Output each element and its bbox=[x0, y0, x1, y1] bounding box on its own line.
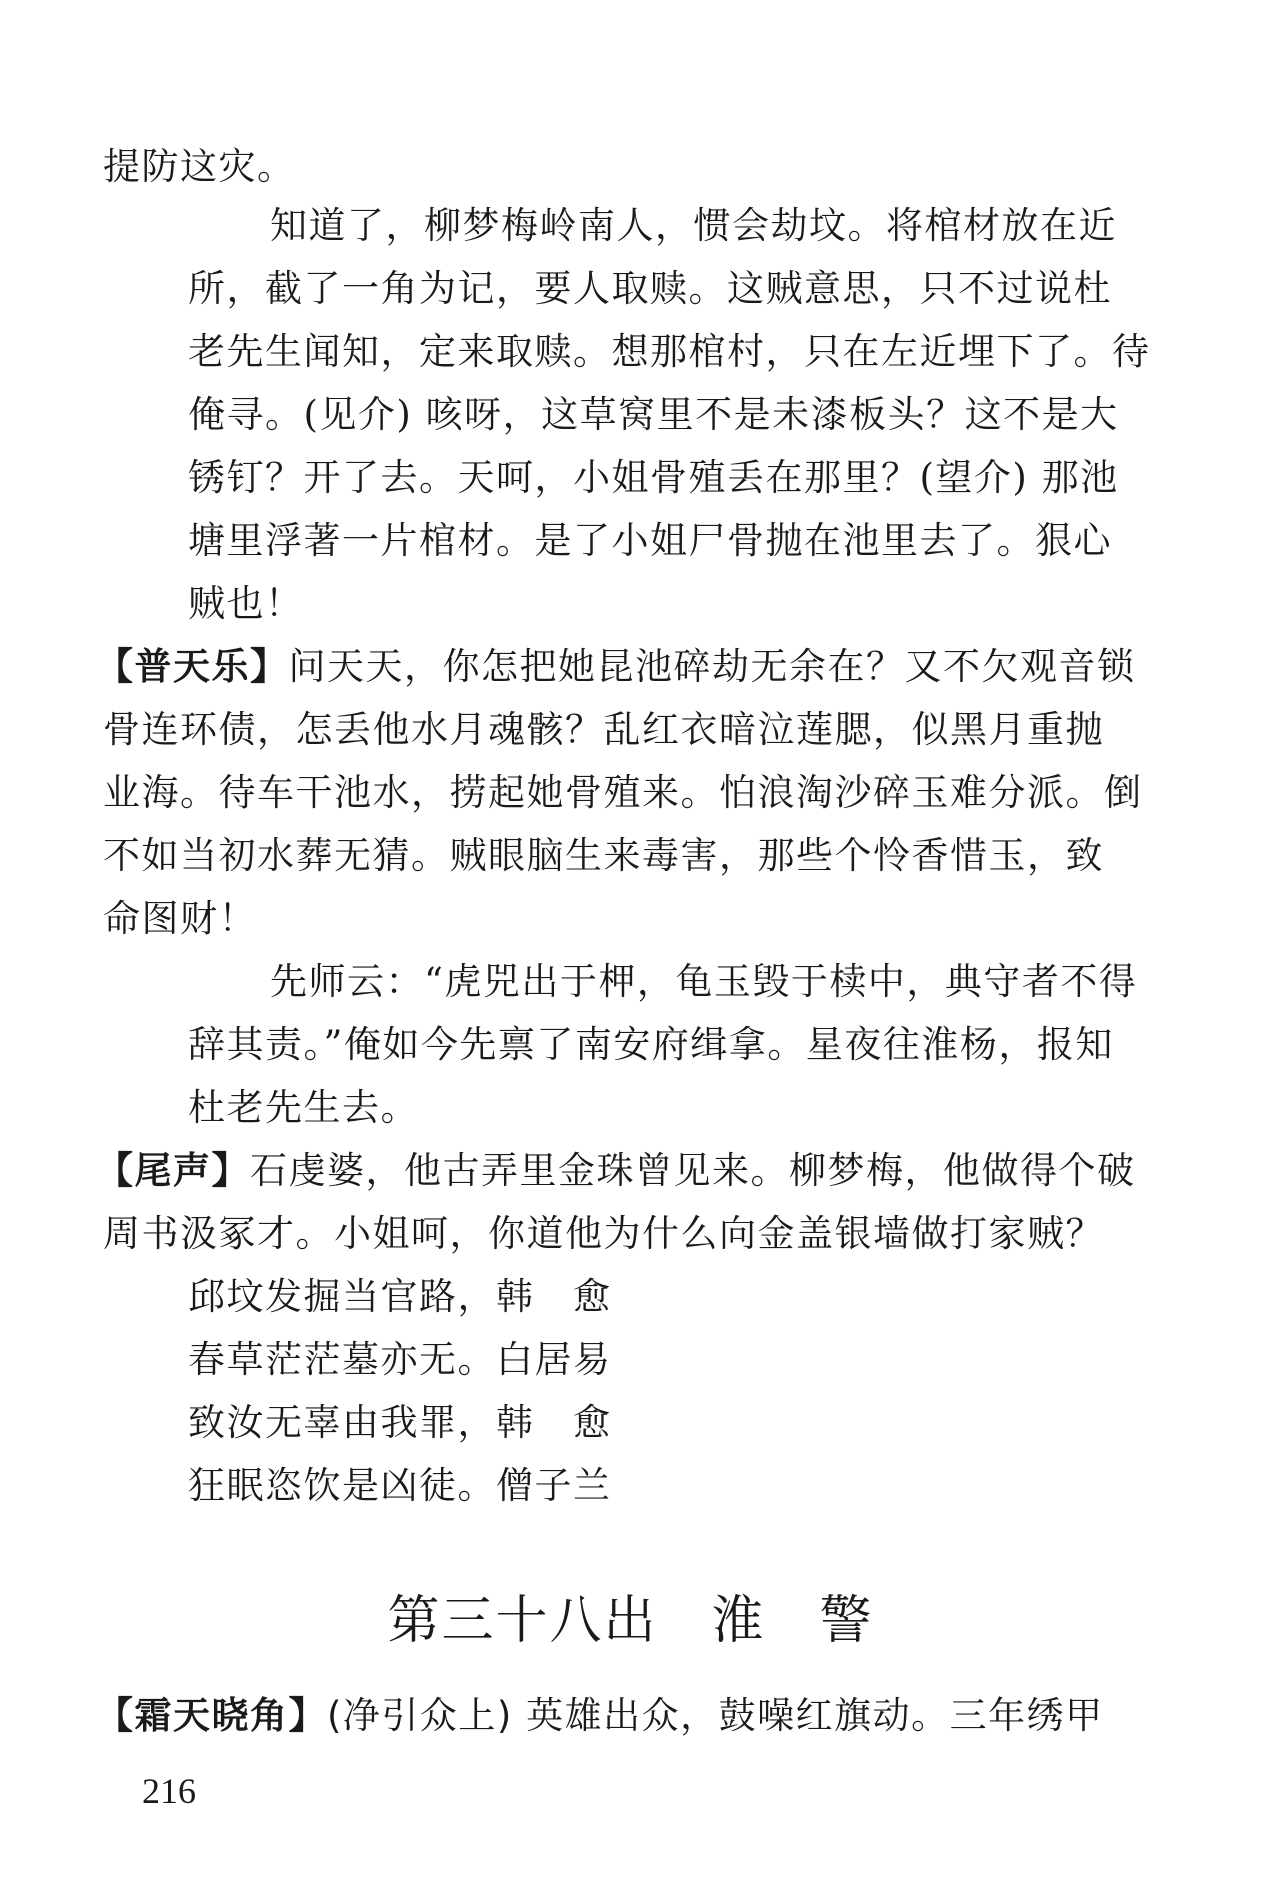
text-line: 塘里浮著一片棺材。是了小姐尸骨抛在池里去了。狠心 bbox=[188, 519, 1112, 562]
text-line: 命图财！ bbox=[103, 897, 257, 940]
text-line: 老先生闻知，定来取赎。想那棺村，只在左近埋下了。待 bbox=[188, 330, 1151, 373]
text-line: 【霜天晓角】(净引众上) 英雄出众，鼓噪红旗动。三年绣甲 bbox=[96, 1694, 1104, 1737]
text-line: 贼也！ bbox=[188, 582, 304, 625]
scene-heading: 第三十八出 淮 警 bbox=[387, 1591, 874, 1651]
text-line: 杜老先生去。 bbox=[188, 1086, 419, 1129]
text-line: 锈钉？开了去。天呵，小姐骨殖丢在那里？(望介) 那池 bbox=[188, 456, 1119, 499]
poem-line: 狂眠恣饮是凶徒。僧子兰 bbox=[188, 1464, 612, 1507]
page-number: 216 bbox=[142, 1771, 196, 1811]
text-line: 先师云：“虎兕出于柙，龟玉毁于椟中，典守者不得 bbox=[270, 960, 1138, 1003]
text-line: 辞其责。”俺如今先禀了南安府缉拿。星夜往淮杨，报知 bbox=[188, 1023, 1114, 1066]
text-line: 不如当初水葬无猜。贼眼脑生来毒害，那些个怜香惜玉，致 bbox=[103, 834, 1104, 877]
poem-line: 致汝无辜由我罪，韩 愈 bbox=[188, 1401, 612, 1444]
text-line: 骨连环债，怎丢他水月魂骸？乱红衣暗泣莲腮，似黑月重抛 bbox=[103, 708, 1104, 751]
text-line: 俺寻。(见介) 咳呀，这草窝里不是未漆板头？这不是大 bbox=[188, 393, 1119, 436]
text-line: 所，截了一角为记，要人取赎。这贼意思，只不过说杜 bbox=[188, 267, 1112, 310]
text-line: 【尾声】石虔婆，他古弄里金珠曾见来。柳梦梅，他做得个破 bbox=[96, 1149, 1136, 1192]
tune-title: 【普天乐】 bbox=[96, 645, 289, 688]
text-line: 知道了，柳梦梅岭南人，惯会劫坟。将棺材放在近 bbox=[270, 204, 1117, 247]
poem-line: 春草茫茫墓亦无。白居易 bbox=[188, 1338, 612, 1381]
text-line: 【普天乐】问天天，你怎把她昆池碎劫无余在？又不欠观音锁 bbox=[96, 645, 1136, 688]
poem-line: 邱坟发掘当官路，韩 愈 bbox=[188, 1275, 612, 1318]
text-line: 周书汲冢才。小姐呵，你道他为什么向金盖银墙做打家贼？ bbox=[103, 1212, 1104, 1255]
tune-title: 【霜天晓角】 bbox=[96, 1694, 327, 1737]
tune-title: 【尾声】 bbox=[96, 1149, 250, 1192]
text-line: 提防这灾。 bbox=[103, 145, 296, 188]
text-line: 业海。待车干池水，捞起她骨殖来。怕浪淘沙碎玉难分派。倒 bbox=[103, 771, 1143, 814]
